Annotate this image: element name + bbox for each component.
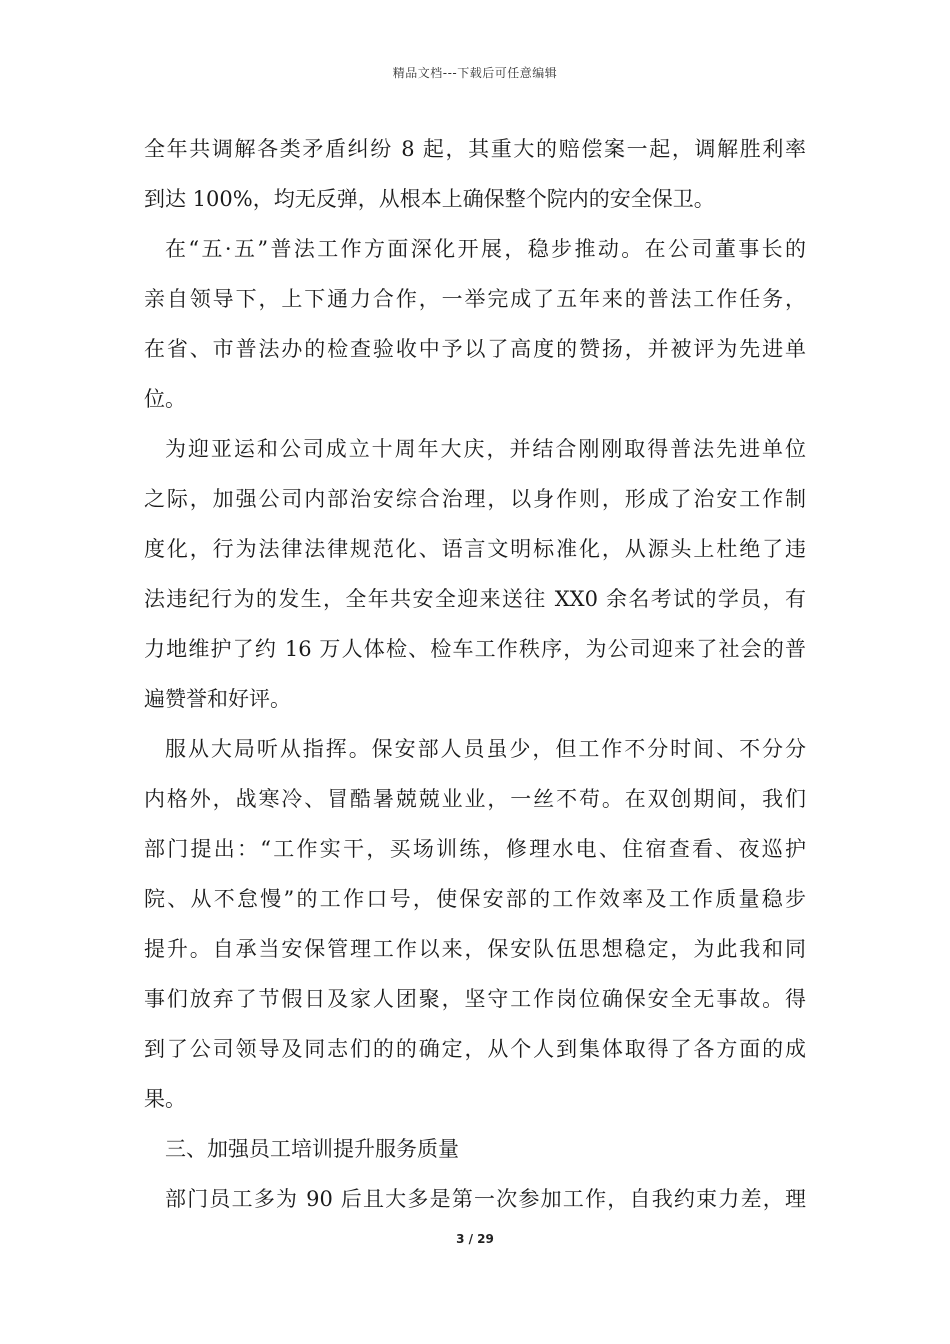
- text-line: 法违纪行为的发生，全年共安全迎来送往 XX0 余名考试的学员，有: [144, 587, 806, 611]
- text-line: 院、从不怠慢”的工作口号，使保安部的工作效率及工作质量稳步: [144, 887, 806, 911]
- text-line: 全年共调解各类矛盾纠纷 8 起，其重大的赔偿案一起，调解胜利率: [144, 137, 806, 161]
- text-line: 部门员工多为 90 后且大多是第一次参加工作，自我约束力差，理: [165, 1187, 806, 1211]
- text-line: 度化，行为法律法律规范化、语言文明标准化，从源头上杜绝了违: [144, 537, 806, 561]
- text-line: 遍赞誉和好评。: [144, 687, 291, 711]
- text-line: 三、加强员工培训提升服务质量: [165, 1137, 459, 1161]
- text-line: 位。: [144, 387, 186, 411]
- page-number: 3 / 29: [456, 1232, 494, 1246]
- text-line: 内格外，战寒冷、冒酷暑兢兢业业，一丝不苟。在双创期间，我们: [144, 787, 806, 811]
- text-line: 在“五·五”普法工作方面深化开展，稳步推动。在公司董事长的: [165, 237, 806, 261]
- text-line: 服从大局听从指挥。保安部人员虽少，但工作不分时间、不分分: [165, 737, 806, 761]
- text-line: 部门提出：“工作实干，买场训练，修理水电、住宿查看、夜巡护: [144, 837, 806, 861]
- page-header: 精品文档---下载后可任意编辑: [392, 66, 558, 80]
- text-line: 在省、市普法办的检查验收中予以了高度的赞扬，并被评为先进单: [144, 337, 806, 361]
- text-line: 亲自领导下，上下通力合作，一举完成了五年来的普法工作任务，: [144, 287, 806, 311]
- text-line: 之际，加强公司内部治安综合治理，以身作则，形成了治安工作制: [144, 487, 806, 511]
- text-line: 力地维护了约 16 万人体检、检车工作秩序，为公司迎来了社会的普: [144, 637, 806, 661]
- text-line: 果。: [144, 1087, 186, 1111]
- text-line: 事们放弃了节假日及家人团聚，坚守工作岗位确保安全无事故。得: [144, 987, 806, 1011]
- text-line: 到了公司领导及同志们的的确定，从个人到集体取得了各方面的成: [144, 1037, 806, 1061]
- text-line: 提升。自承当安保管理工作以来，保安队伍思想稳定，为此我和同: [144, 937, 806, 961]
- document-body: [144, 124, 806, 1224]
- text-line: 为迎亚运和公司成立十周年大庆，并结合刚刚取得普法先进单位: [165, 437, 806, 461]
- text-line: 到达 100%，均无反弹，从根本上确保整个院内的安全保卫。: [144, 187, 715, 211]
